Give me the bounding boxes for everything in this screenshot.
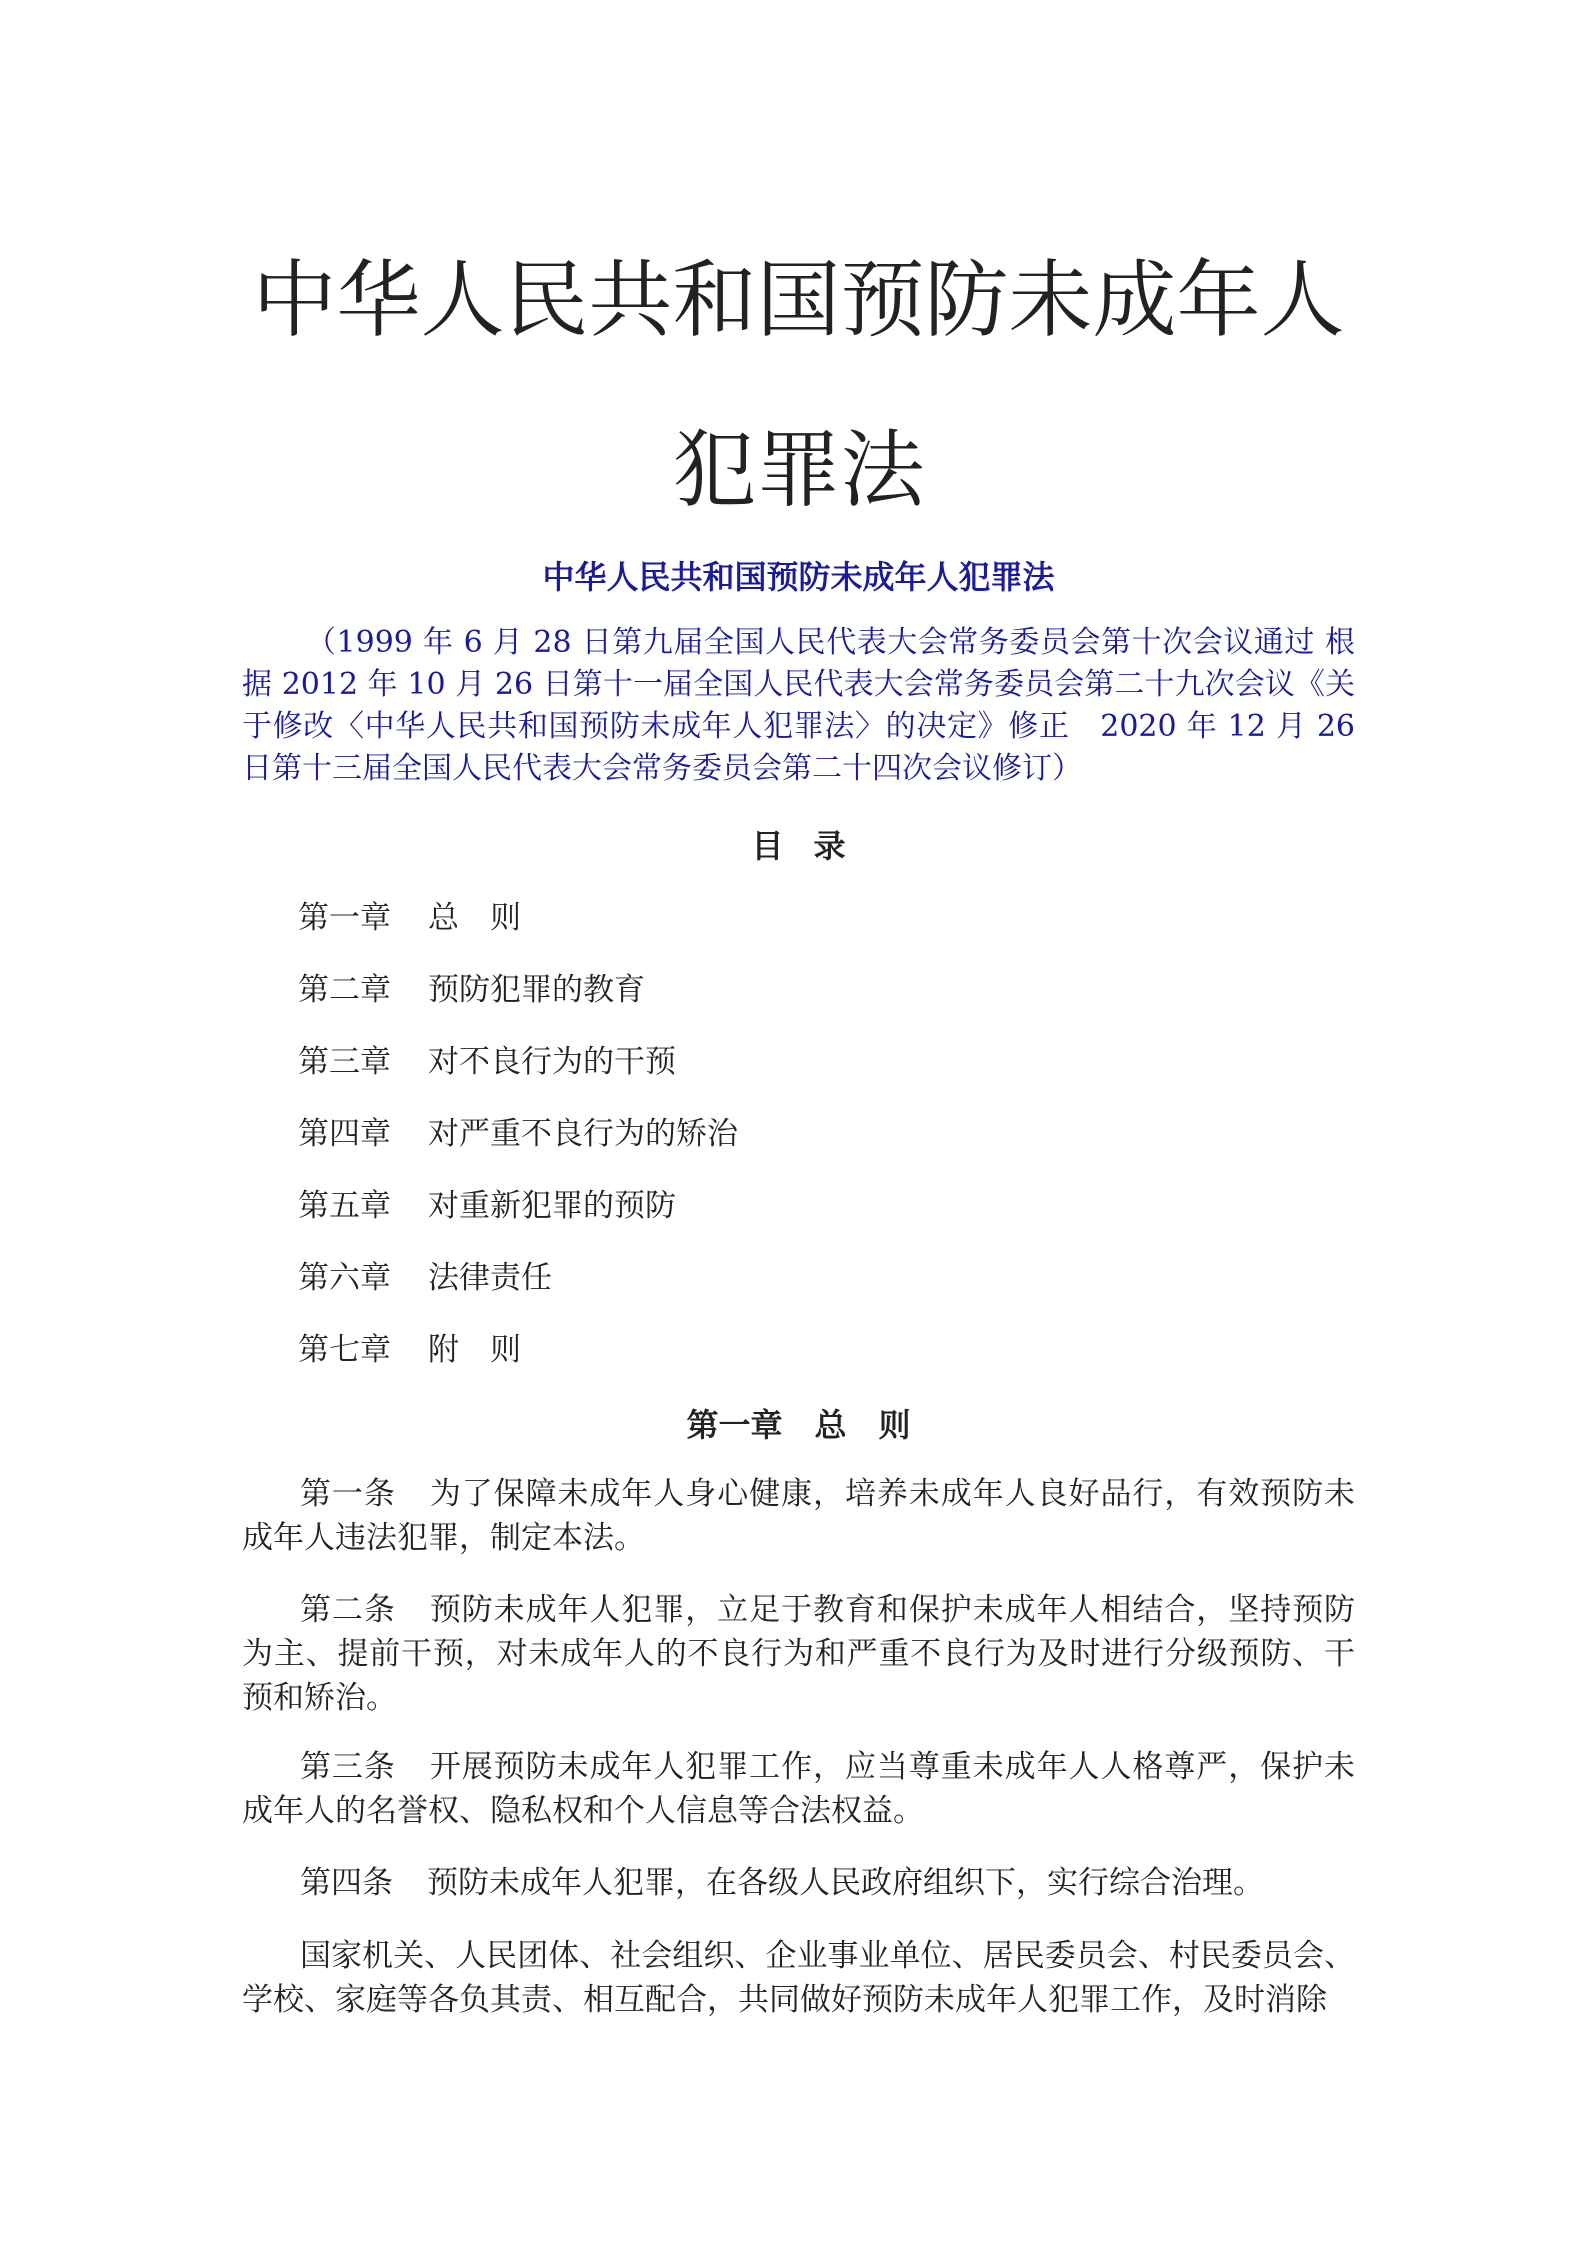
table-of-contents (298, 896, 738, 1400)
article-text: 预防未成年人犯罪，在各级人民政府组织下，实行综合治理。 (427, 1865, 1264, 1901)
body-paragraph: 国家机关、人民团体、社会组织、企业事业单位、居民委员会、村民委员会、学校、家庭等各负其责、相互配合，共同做好预防未成年人犯罪工作，及时消除 (242, 1938, 1355, 2018)
revision-note: （1999 年 6 月 28 日第九届全国人民代表大会常务委员会第十次会议通过 根据 2012 年 10 月 26 日第十一届全国人民代表大会常务委员会第二十九次会议《关于修改〈中华人民共和国预防未成年人犯罪法〉的决定》修正 2020 年 12 月 26 日第十三届全国人民代表大会常务委员会第二十四次会议修订） (242, 625, 1355, 786)
toc-item (298, 896, 738, 968)
toc-item (298, 1040, 738, 1112)
toc-title: 目录 (751, 827, 876, 865)
toc-chapter-name: 总 则 (428, 900, 521, 936)
toc-chapter-number: 第六章 (298, 1260, 391, 1296)
toc-item (298, 968, 738, 1040)
chapter-heading: 第一章 总 则 (686, 1406, 911, 1444)
document-subtitle: 中华人民共和国预防未成年人犯罪法 (542, 558, 1055, 596)
document-page (242, 0, 1355, 2245)
article-text: 为了保障未成年人身心健康，培养未成年人良好品行，有效预防未成年人违法犯罪，制定本法。 (242, 1476, 1356, 1556)
toc-chapter-name: 预防犯罪的教育 (428, 972, 645, 1008)
toc-chapter-number: 第一章 (298, 900, 391, 936)
article-1 (242, 1472, 1355, 1560)
article-label: 第二条 (300, 1592, 396, 1628)
article-label: 第三条 (300, 1749, 396, 1785)
article-text: 开展预防未成年人犯罪工作，应当尊重未成年人人格尊严，保护未成年人的名誉权、隐私权和个人信息等合法权益。 (242, 1749, 1356, 1829)
toc-chapter-number: 第七章 (298, 1332, 391, 1368)
toc-item (298, 1328, 738, 1400)
article-3 (242, 1745, 1355, 1833)
toc-item (298, 1112, 738, 1184)
toc-chapter-number: 第四章 (298, 1116, 391, 1152)
article-text: 预防未成年人犯罪，立足于教育和保护未成年人相结合，坚持预防为主、提前干预，对未成年人的不良行为和严重不良行为及时进行分级预防、干预和矫治。 (242, 1592, 1356, 1716)
article-label: 第四条 (300, 1865, 393, 1901)
toc-chapter-number: 第五章 (298, 1188, 391, 1224)
toc-chapter-name: 法律责任 (428, 1260, 552, 1296)
toc-chapter-number: 第三章 (298, 1044, 391, 1080)
article-label: 第一条 (300, 1476, 396, 1512)
document-title: 中华人民共和国预防未成年人犯罪法 (252, 251, 1345, 519)
article-4 (242, 1861, 1355, 1905)
toc-chapter-name: 对重新犯罪的预防 (428, 1188, 676, 1224)
toc-chapter-name: 对不良行为的干预 (428, 1044, 676, 1080)
article-2 (242, 1588, 1355, 1720)
toc-item (298, 1256, 738, 1328)
toc-chapter-name: 附 则 (428, 1332, 521, 1368)
toc-chapter-name: 对严重不良行为的矫治 (428, 1116, 738, 1152)
toc-chapter-number: 第二章 (298, 972, 391, 1008)
toc-item (298, 1184, 738, 1256)
